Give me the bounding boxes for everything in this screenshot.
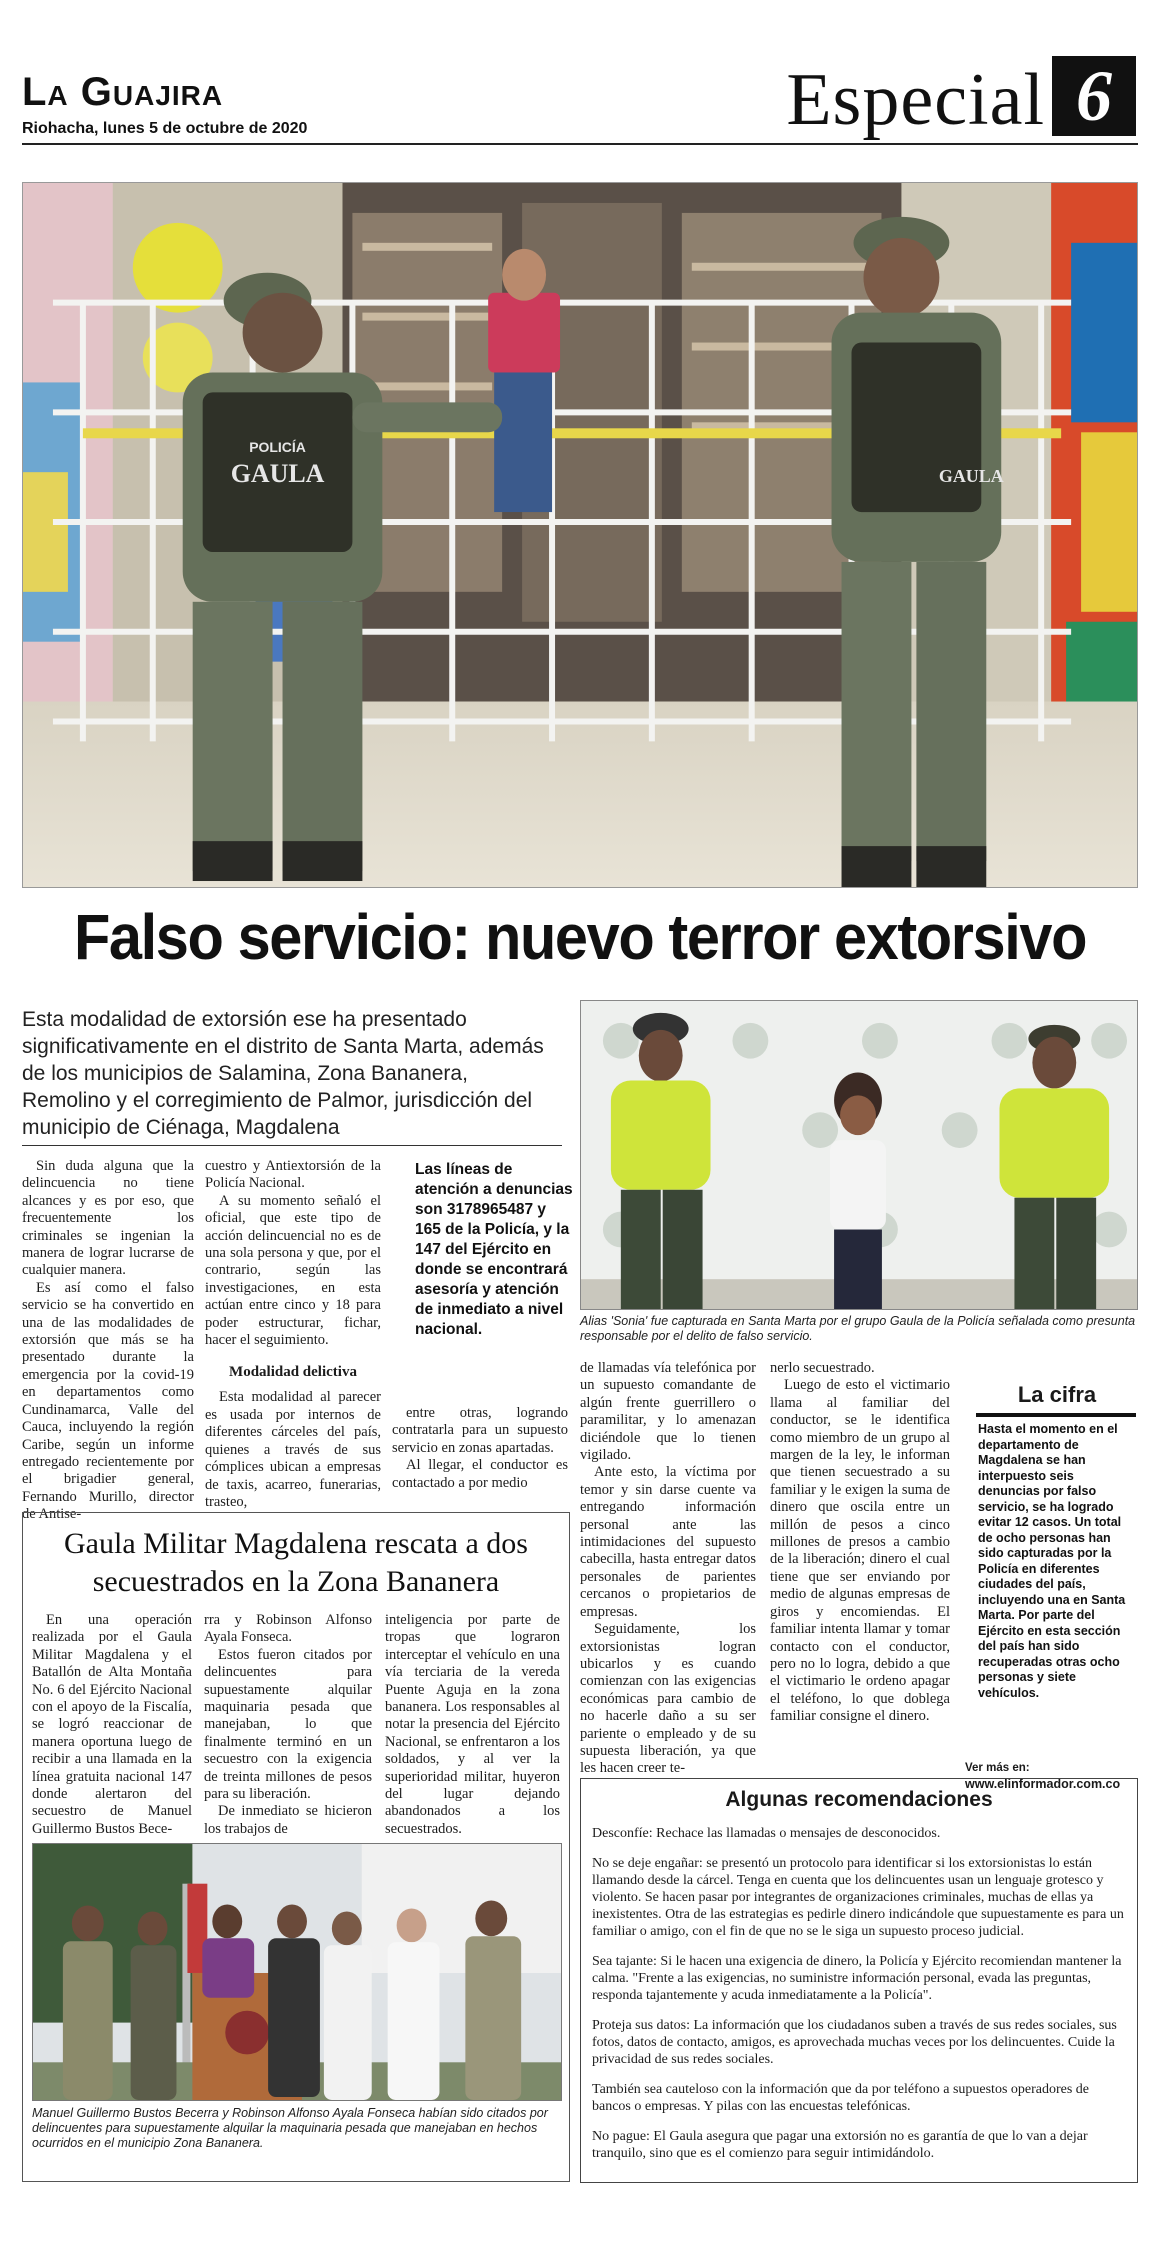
cifra-more-link[interactable]: www.elinformador.com.co (965, 1777, 1121, 1791)
cifra-rule (976, 1413, 1136, 1417)
recommendations-list (592, 1825, 1127, 2175)
recommendations-title: Algunas recomendaciones (725, 1788, 993, 1811)
article-col-4 (580, 1360, 756, 1778)
lead-rule (22, 1145, 562, 1146)
subheading: Modalidad delictiva (229, 1364, 357, 1381)
page-number: 6 (1052, 56, 1136, 136)
paragraph: Seguidamente, los extorsionistas logran ubicarlos y es cuando comienzan con las exigencias económicas para cambio de no hacerle daño a su ser pariente o empleado y de su supuesta liberación, ya que les hacen creer te- (580, 1621, 756, 1777)
paragraph: nerlo secuestrado. (770, 1360, 875, 1376)
recommendation-item: Sea tajante: Si le hacen una exigencia de dinero, la Policía y Ejército recomiendan mantener la calma. "Frente a las exigencias, no suministre información personal, evada las preguntas, responda tajantemente y acuda inmediatamente a la Policía". (592, 1954, 1122, 2003)
paragraph: Ante esto, la víctima por temor y sin darse cuente va entregando información personal ante las intimidaciones del supuesto cabecilla, hasta entregar datos personales de parientes cercanos o propietarios de empresas. (580, 1464, 756, 1620)
main-photo (22, 182, 1138, 888)
recommendation-item: También sea cauteloso con la información que da por teléfono a supuestos operadores de bancos o empresas. Y pilas con las encuestas telefónicas. (592, 2082, 1090, 2114)
cifra-text: Hasta el momento en el departamento de Magdalena se han interpuesto seis denuncias por falso servicio, se ha logrado evitar 12 casos. Un total de ocho personas han sido capturadas por la Policía en diferentes ciudades del país, incluyendo una en Santa Marta. Por parte del Ejército en esta sección del país han sido recuperadas otras ocho personas y siete vehículos. (978, 1422, 1126, 1700)
capture-photo-caption: Alias 'Sonia' fue capturada en Santa Marta por el grupo Gaula de la Policía señalada como presunta responsable por el delito de falso servicio. (580, 1314, 1136, 1343)
section-title: Especial (786, 59, 1045, 141)
cifra-more-label: Ver más en: (965, 1762, 1030, 1774)
vest-text-gaula-right: GAULA (938, 466, 1004, 487)
gaula-story-title: Gaula Militar Magdalena rescata a dos secuestrados en la Zona Bananera (64, 1527, 528, 1598)
paragraph: cuestro y Antiextorsión de la Policía Nacional. (205, 1158, 381, 1192)
article-col-3 (392, 1405, 568, 1492)
paragraph: de llamadas vía telefónica por un supuesto comandante de algún frente guerrillero o paramilitar, y lo amenazan diciéndole que lo tienen vigilado. (580, 1360, 756, 1464)
vest-text-gaula: GAULA (230, 459, 325, 489)
gaula-photo (32, 1843, 562, 2101)
paragraph: Es así como el falso servicio se ha convertido en una de las modalidades de extorsión que más se ha presentado durante la emergencia por la covid-19 en departamentos como Cundinamarca, Valle del Cauca, incluyendo la región Caribe, según un informe entregado recientemente por el brigadier general, Fernando Murillo, director de Antise- (22, 1279, 194, 1523)
paragraph: Esta modalidad al parecer es usada por internos de diferentes cárceles del país, quienes a través de sus cómplices ubican a empresas de taxis, acarreo, funerarias, trasteo, (205, 1389, 381, 1510)
capture-photo (580, 1000, 1138, 1310)
dateline: Riohacha, lunes 5 de octubre de 2020 (22, 120, 308, 137)
paragraph: Estos fueron citados por delincuentes para supuestamente alquilar maquinaria pesada que manejaban, lo que finalmente terminó en un secuestro con la exigencia de treinta millones de pesos para su liberación. (204, 1646, 372, 1803)
paragraph: Sin duda alguna que la delincuencia no tiene alcances y es por eso, que frecuentemente los criminales se ingenian la manera de lograr lucrarse de cualquier manera. (22, 1158, 194, 1279)
cifra-title: La cifra (1017, 1382, 1097, 1407)
headline: Falso servicio: nuevo terror extorsivo (73, 901, 1087, 973)
lead-paragraph: Esta modalidad de extorsión ese ha presentado significativamente en el distrito de Santa Marta, además de los municipios de Salamina, Zona Bananera, Remolino y el corregimiento de Palmor, jurisdicción del municipio de Ciénaga, Magdalena (22, 1008, 544, 1139)
paragraph: rra y Robinson Alfonso Ayala Fonseca. (204, 1612, 372, 1646)
paragraph: Luego de esto el victimario llama al familiar del conductor, se le identifica como miembro de un grupo al margen de la ley, le informan que tienen secuestrado a su familiar y le exigen la suma de dinero que oscila entre un millón de pesos a cinco millones de presos a cambio de la liberación; dinero el cual tiene que ser enviando por medio de algunas empresas de giros y encomiendas. El familiar intenta llamar y tomar contacto con el conductor, pero no lo logra, debido a que el victimario le ordeno apagar el teléfono, lo que doblega familiar consigne el dinero. (770, 1377, 950, 1725)
header-rule (22, 143, 1138, 145)
hotline-callout: Las líneas de atención a denuncias son 3178965487 y 165 de la Policía, y la 147 del Ejército en donde se encontrará asesoría y atención de inmediato a nivel nacional. (415, 1161, 573, 1338)
paragraph: entre otras, logrando contratarla para un supuesto servicio en zonas apartadas. (392, 1405, 568, 1456)
vest-text-policia: POLICÍA (249, 439, 306, 456)
recommendation-item: Proteja sus datos: La información que los ciudadanos suben a través de sus redes sociales, sus fotos, datos de contacto, amigos, es aprovechada muchas veces por los delincuentes. Cuide la privacidad de sus redes sociales. (592, 2018, 1117, 2067)
article-col-5 (770, 1360, 950, 1726)
gaula-col-2 (204, 1612, 372, 1838)
paragraph: De inmediato se hicieron los trabajos de (204, 1803, 372, 1837)
paragraph: inteligencia por parte de tropas que lograron interceptar el vehículo en una vía terciaria de la vereda Puente Aguja en la zona bananera. Los responsables al notar la presencia del Ejército Nacional, se enfrentaron a los soldados, y al ver la superioridad militar, huyeron del lugar dejando abandonados a los secuestrados. (385, 1612, 560, 1837)
paragraph: Al llegar, el conductor es contactado a por medio (392, 1457, 568, 1491)
masthead: La Guajira (22, 70, 224, 114)
recommendation-item: Desconfíe: Rechace las llamadas o mensajes de desconocidos. (592, 1826, 941, 1841)
recommendation-item: No pague: El Gaula asegura que pagar una extorsión no es garantía de que lo van a dejar tranquilo, sino que es el comienzo para seguir intimidándolo. (592, 2129, 1088, 2161)
article-col-2 (205, 1158, 381, 1511)
recommendation-item: No se deje engañar: se presentó un protocolo para identificar si los extorsionistas lo están llamando desde la cárcel. Tenga en cuenta que los delincuentes usan un lenguaje grotesco y violento. Se hacen pasar por integrantes de organizaciones criminales, muchas de ellas ya inexistentes. Otra de las estrategias es pedirle dinero indicándole que supuestamente es para un familiar o amigo, con el fin de que no se le siga un supuesto proceso judicial. (592, 1856, 1124, 1939)
gaula-col-1 (32, 1612, 192, 1838)
article-col-1 (22, 1158, 194, 1524)
gaula-photo-caption: Manuel Guillermo Bustos Becerra y Robinson Alfonso Ayala Fonseca habían sido citados por delincuentes para supuestamente alquilar la maquinaria pesada que manejaban en hechos ocurridos en el municipio Zona Bananera. (32, 2106, 548, 2150)
gaula-col-3 (385, 1612, 560, 1838)
paragraph: En una operación realizada por el Gaula Militar Magdalena y el Batallón de Alta Montaña No. 6 del Ejército Nacional con el apoyo de la Fiscalía, se logró reaccionar de manera oportuna luego de recibir a una llamada en la línea gratuita nacional 147 donde alertaron del secuestro de Manuel Guillermo Bustos Bece- (32, 1612, 192, 1837)
paragraph: A su momento señaló el oficial, que este tipo de acción delincuencial no es de una sola persona y que, por el contrario, según las investigaciones, en esta actúan entre cinco y 18 para poder estructurar, fichar, hacer el seguimiento. (205, 1192, 381, 1349)
